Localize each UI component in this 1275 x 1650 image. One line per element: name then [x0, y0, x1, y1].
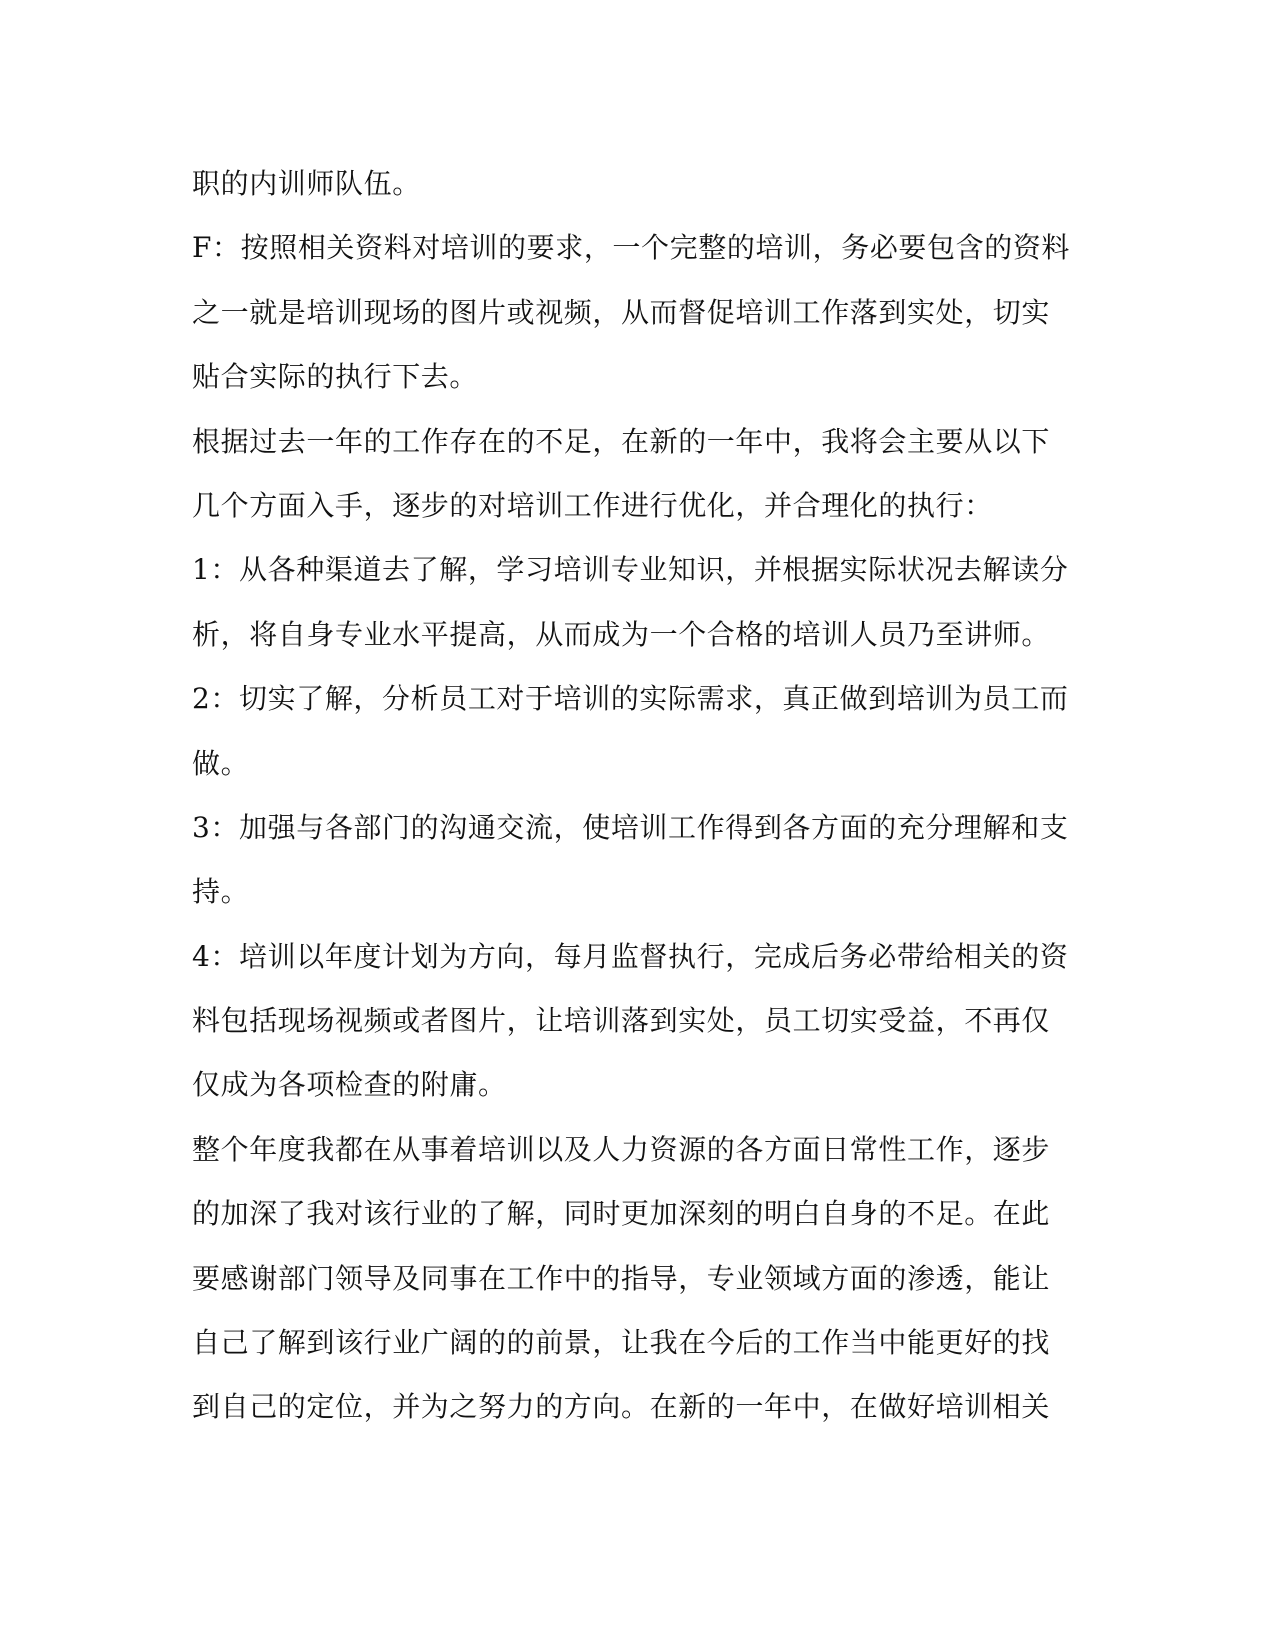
text-line: 做。 — [192, 746, 250, 780]
text-line: 整个年度我都在从事着培训以及人力资源的各方面日常性工作，逐步 — [192, 1132, 1051, 1166]
text-line: 贴合实际的执行下去。 — [192, 360, 479, 394]
body-text — [192, 162, 1082, 1450]
text-line: 之一就是培训现场的图片或视频，从而督促培训工作落到实处，切实 — [192, 295, 1051, 329]
text-line: 自己了解到该行业广阔的的前景，让我在今后的工作当中能更好的找 — [192, 1326, 1051, 1360]
text-line: 仅成为各项检查的附庸。 — [192, 1068, 507, 1102]
text-line: 职的内训师队伍。 — [192, 167, 421, 200]
text-line: 的加深了我对该行业的了解，同时更加深刻的明白自身的不足。在此 — [192, 1197, 1051, 1231]
text-line: 3：加强与各部门的沟通交流，使培训工作得到各方面的充分理解和支 — [192, 810, 1069, 844]
text-line: 要感谢部门领导及同事在工作中的指导，专业领域方面的渗透，能让 — [192, 1261, 1051, 1295]
text-line: F：按照相关资料对培训的要求，一个完整的培训，务必要包含的资料 — [192, 231, 1071, 265]
text-line: 料包括现场视频或者图片，让培训落到实处，员工切实受益，不再仅 — [192, 1004, 1051, 1038]
text-line: 根据过去一年的工作存在的不足，在新的一年中，我将会主要从以下 — [192, 424, 1051, 458]
text-line: 析，将自身专业水平提高，从而成为一个合格的培训人员乃至讲师。 — [192, 617, 1051, 651]
text-line: 持。 — [192, 875, 250, 909]
text-line: 几个方面入手，逐步的对培训工作进行优化，并合理化的执行： — [192, 488, 993, 522]
text-line: 2：切实了解，分析员工对于培训的实际需求，真正做到培训为员工而 — [192, 682, 1069, 716]
text-line: 4：培训以年度计划为方向，每月监督执行，完成后务必带给相关的资 — [192, 939, 1069, 973]
text-line: 1：从各种渠道去了解，学习培训专业知识，并根据实际状况去解读分 — [192, 553, 1069, 587]
text-line: 到自己的定位，并为之努力的方向。在新的一年中，在做好培训相关 — [192, 1390, 1051, 1424]
